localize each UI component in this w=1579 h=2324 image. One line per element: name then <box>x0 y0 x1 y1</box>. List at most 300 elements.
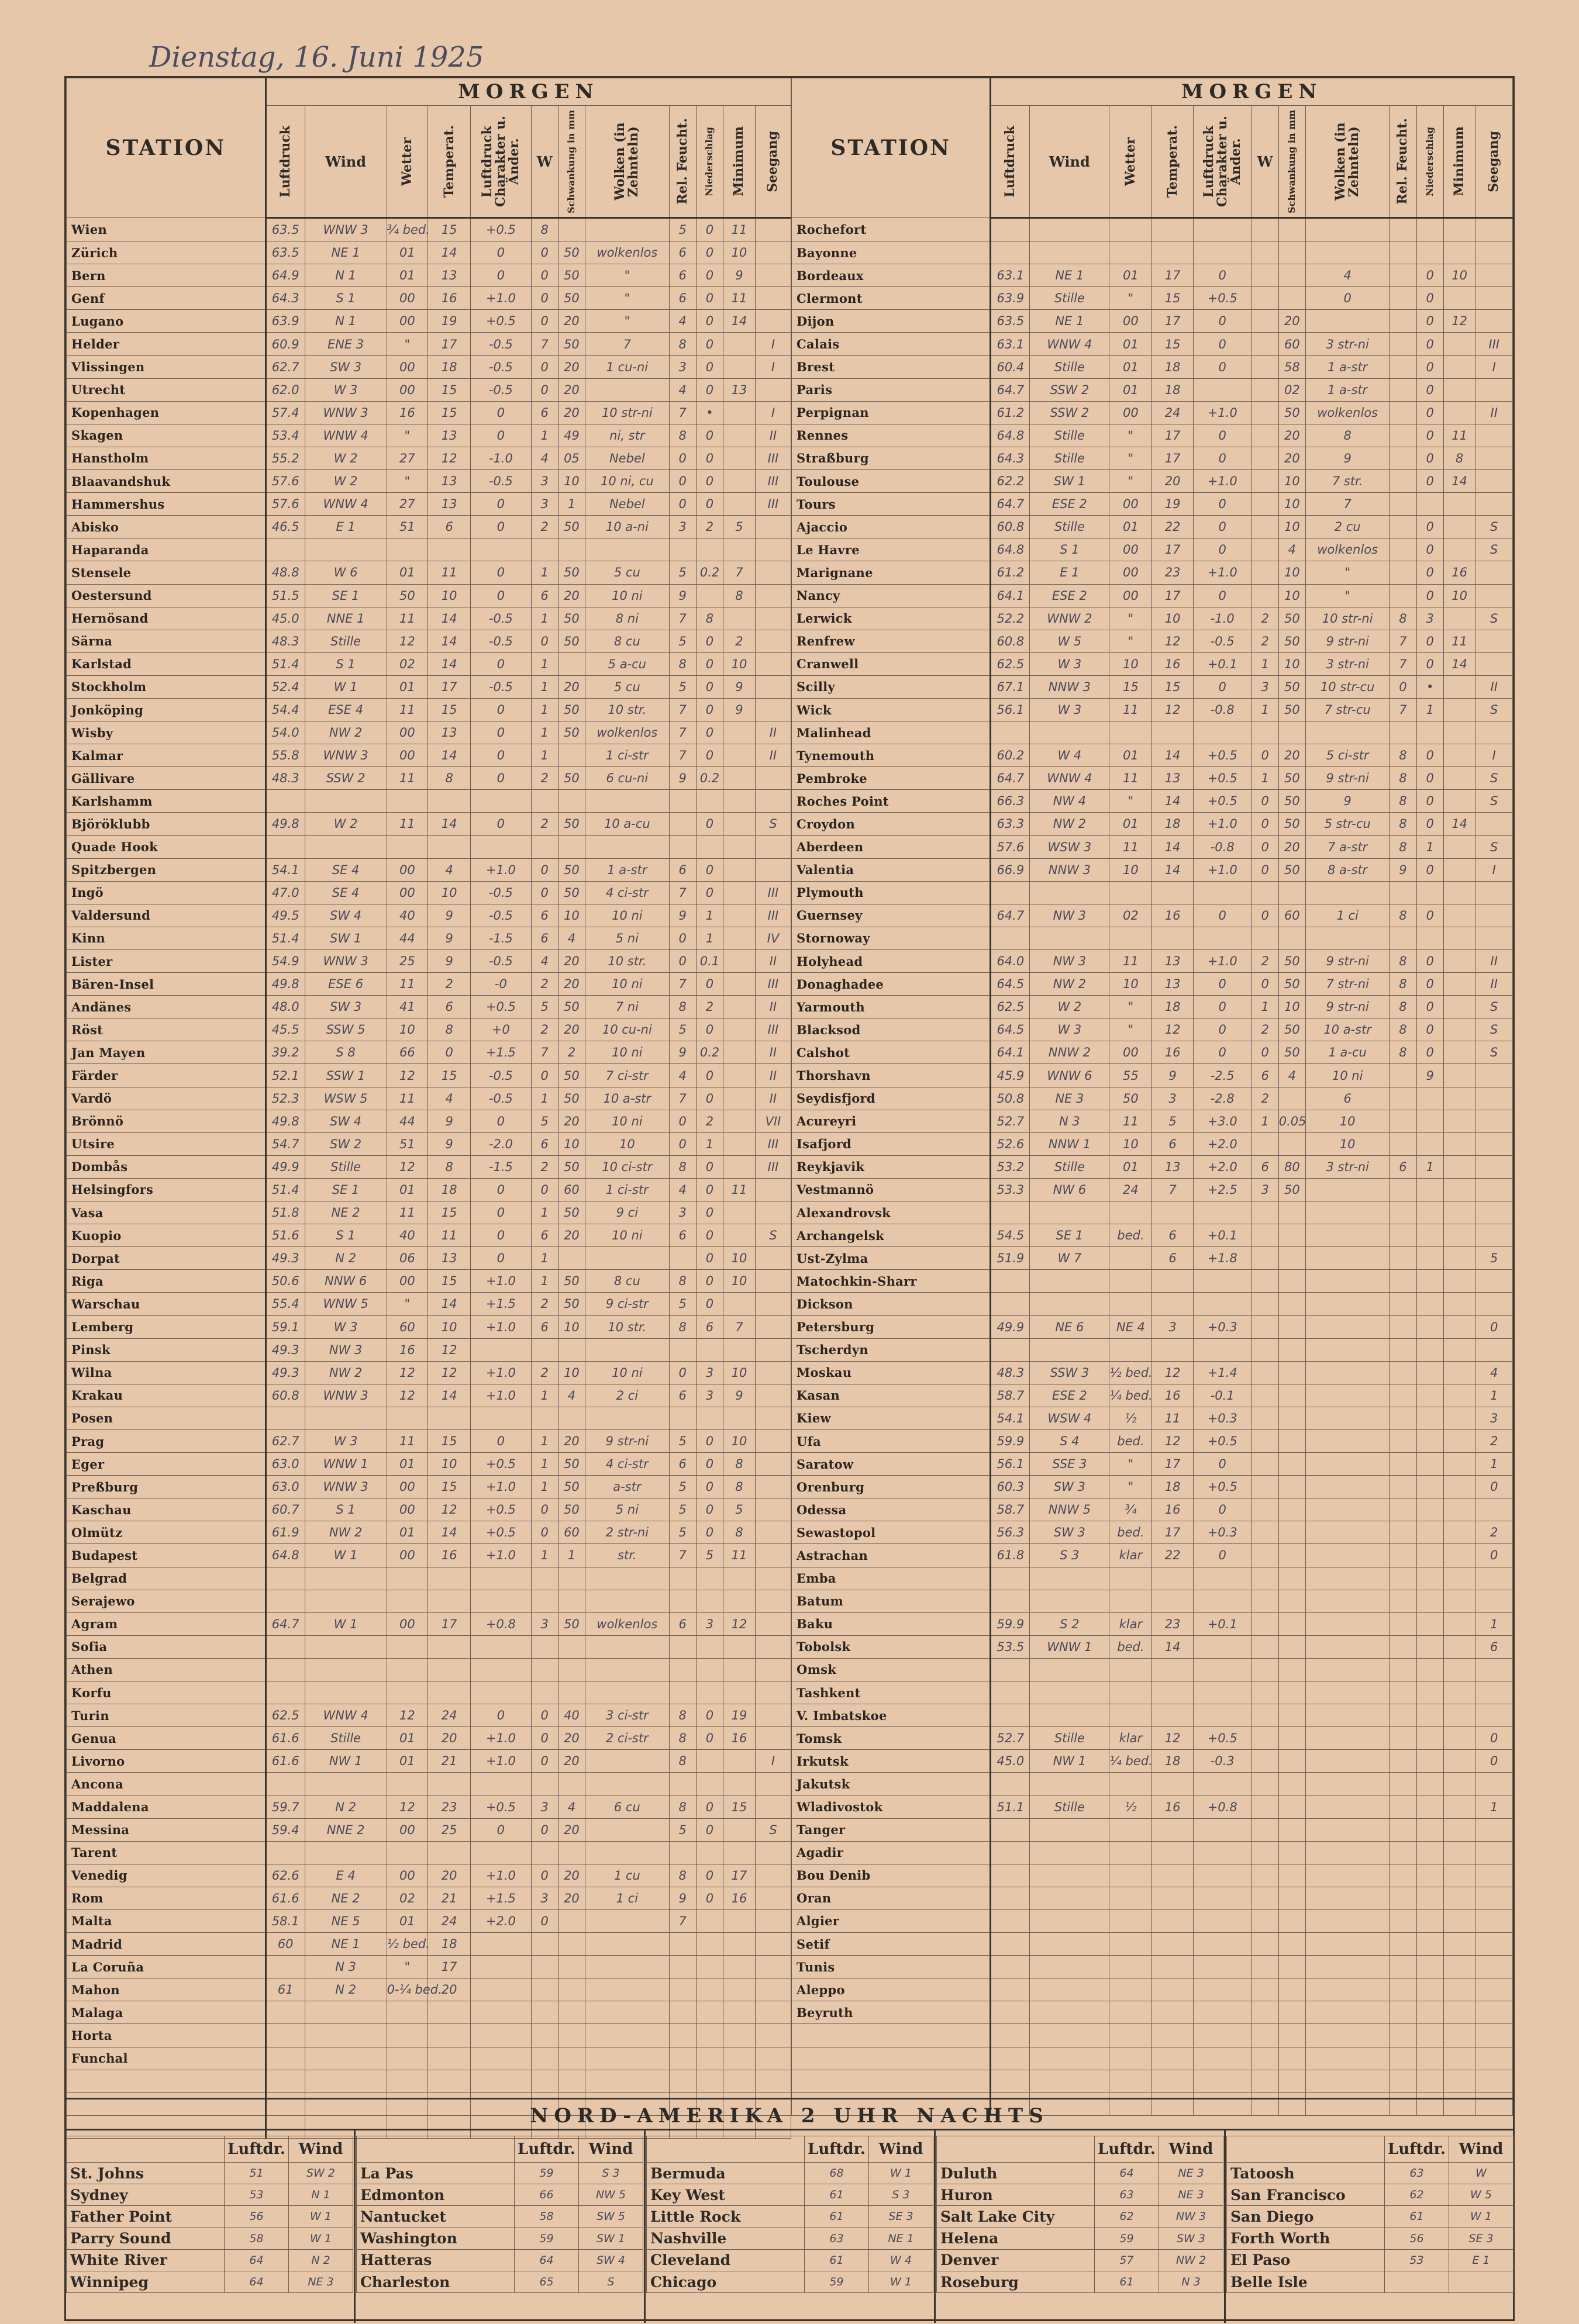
cell-wind: SSW 3 <box>1030 1361 1109 1384</box>
station-name: Bayonne <box>792 241 991 264</box>
cell-feucht: 7 <box>669 698 696 721</box>
cell-min: 19 <box>723 1704 756 1727</box>
cell-temp <box>428 2047 471 2070</box>
cell-see <box>1475 493 1513 516</box>
cell-schw: 50 <box>1278 1178 1305 1201</box>
station-name: Aleppo <box>792 1978 991 2001</box>
cell-min: 10 <box>723 1429 756 1452</box>
cell-wind: E 4 <box>305 1864 387 1887</box>
cell-wetter <box>1109 1933 1152 1956</box>
group-divider <box>934 2130 936 2323</box>
table-row <box>792 1476 1513 1498</box>
cell-feucht: 4 <box>669 1064 696 1087</box>
cell-temp: 13 <box>428 721 471 744</box>
table-row <box>792 1658 1513 1681</box>
cell-wolken <box>1305 1773 1389 1795</box>
cell-wind <box>1030 1773 1109 1795</box>
table-row <box>67 2271 353 2292</box>
cell-min <box>1443 355 1475 378</box>
cell-luftdruck: 56.1 <box>991 1453 1030 1476</box>
station-name: Haparanda <box>67 538 266 561</box>
station-name: Eger <box>67 1453 266 1476</box>
cell-nied: 0 <box>696 652 723 675</box>
cell-nied <box>1416 1110 1443 1132</box>
cell-feucht <box>669 1773 696 1795</box>
cell-feucht <box>1390 1087 1416 1110</box>
cell-luftdruck: 62.5 <box>991 996 1030 1018</box>
cell-schw: 50 <box>1278 1041 1305 1064</box>
cell-wetter: " <box>1109 447 1152 469</box>
station-name: Utsire <box>67 1132 266 1155</box>
cell-feucht <box>1390 1224 1416 1247</box>
cell-feucht: 6 <box>669 287 696 310</box>
cell-wind: NW 3 <box>1030 904 1109 927</box>
cell-temp <box>428 1681 471 1704</box>
cell-temp: 17 <box>1152 447 1194 469</box>
cell-temp: 12 <box>1152 1727 1194 1750</box>
cell-wetter: 00 <box>387 1544 428 1567</box>
table-row <box>1227 2271 1514 2292</box>
table-row <box>67 996 791 1018</box>
cell-min: 16 <box>723 1887 756 1909</box>
cell-char: +1.0 <box>471 1864 531 1887</box>
cell-luftdruck: 64.7 <box>991 767 1030 790</box>
cell-nied <box>1416 1453 1443 1476</box>
column-header-luftdruck: Luftdruck <box>991 106 1030 218</box>
cell-temp: 6 <box>1152 1224 1194 1247</box>
cell-wetter: bed. <box>1109 1521 1152 1544</box>
cell-wetter: 01 <box>1109 264 1152 287</box>
cell-temp: 15 <box>428 1476 471 1498</box>
cell-wolken: 2 ci <box>585 1384 670 1407</box>
table-row <box>67 1773 791 1795</box>
cell-wetter: 11 <box>387 813 428 835</box>
cell-see <box>1475 881 1513 904</box>
cell-min <box>1443 378 1475 401</box>
cell-see <box>1475 1064 1513 1087</box>
na-luftdr-header: Luftdr. <box>225 2136 289 2163</box>
station-name: Paris <box>792 378 991 401</box>
station-name: Tarent <box>67 1841 266 1864</box>
cell-w: 3 <box>531 470 558 493</box>
table-row <box>67 1338 791 1361</box>
cell-schw <box>1278 1224 1305 1247</box>
cell-nied <box>1416 1476 1443 1498</box>
station-name: Bern <box>67 264 266 287</box>
cell-min <box>723 1681 756 1704</box>
cell-wolken <box>1305 1795 1389 1818</box>
cell-feucht: 8 <box>669 1750 696 1773</box>
station-name: Rochefort <box>792 218 991 241</box>
cell-min: 11 <box>1443 424 1475 447</box>
cell-feucht <box>1390 241 1416 264</box>
cell-char: +1.0 <box>471 1315 531 1338</box>
cell-w: 1 <box>531 1544 558 1567</box>
cell-temp: 18 <box>428 1178 471 1201</box>
cell-see: III <box>755 447 791 469</box>
cell-nied: 0 <box>1416 287 1443 310</box>
cell-schw <box>558 1590 585 1612</box>
cell-w: 0 <box>531 881 558 904</box>
na-luftdr: 56 <box>225 2206 289 2228</box>
cell-nied: 0 <box>696 698 723 721</box>
cell-wetter: 10 <box>1109 1132 1152 1155</box>
cell-temp <box>1152 1864 1194 1887</box>
cell-wind: WNW 3 <box>305 950 387 973</box>
cell-wetter: 01 <box>1109 516 1152 538</box>
cell-min <box>1443 1658 1475 1681</box>
cell-luftdruck <box>266 1407 305 1429</box>
cell-min <box>1443 1361 1475 1384</box>
na-wind: W 1 <box>1449 2206 1514 2228</box>
cell-temp: 18 <box>1152 1476 1194 1498</box>
na-wind: E 1 <box>1449 2249 1514 2271</box>
cell-nied: 0 <box>1416 744 1443 767</box>
cell-see <box>1475 470 1513 493</box>
cell-feucht: 4 <box>669 310 696 333</box>
table-row <box>792 1727 1513 1750</box>
cell-temp: 8 <box>428 767 471 790</box>
na-luftdr-header: Luftdr. <box>805 2136 869 2163</box>
cell-wetter <box>1109 1681 1152 1704</box>
column-header-niederschlag: Niederschlag <box>696 106 723 218</box>
cell-nied: 0 <box>696 355 723 378</box>
cell-w <box>1252 927 1278 949</box>
cell-nied <box>1416 1567 1443 1590</box>
cell-luftdruck: 61.6 <box>266 1750 305 1773</box>
cell-char: +1.0 <box>471 1476 531 1498</box>
na-station-name: Helena <box>937 2228 1095 2249</box>
cell-schw <box>1278 1293 1305 1315</box>
cell-wolken <box>1305 1293 1389 1315</box>
cell-min <box>723 904 756 927</box>
cell-min <box>1443 1909 1475 1932</box>
cell-nied: 1 <box>1416 698 1443 721</box>
cell-nied <box>1416 1887 1443 1909</box>
cell-nied <box>696 2001 723 2024</box>
cell-char: +1.0 <box>471 1727 531 1750</box>
cell-char: -0.5 <box>471 881 531 904</box>
cell-wolken: 5 ci-str <box>1305 744 1389 767</box>
cell-w <box>1252 1224 1278 1247</box>
cell-char: -0.5 <box>471 630 531 652</box>
cell-luftdruck <box>266 835 305 858</box>
cell-feucht: 9 <box>669 904 696 927</box>
cell-feucht: 7 <box>669 1909 696 1932</box>
cell-wolken <box>585 218 670 241</box>
cell-nied <box>1416 1224 1443 1247</box>
column-header-rel-feucht: Rel. Feucht. <box>1390 106 1416 218</box>
cell-see <box>755 630 791 652</box>
cell-min: 5 <box>723 1498 756 1521</box>
cell-w: 3 <box>531 1612 558 1635</box>
cell-wetter: 24 <box>1109 1178 1152 1201</box>
cell-min <box>1443 1270 1475 1293</box>
cell-feucht <box>669 1338 696 1361</box>
cell-feucht: 6 <box>669 241 696 264</box>
cell-wind: W 1 <box>305 675 387 698</box>
station-name: Ajaccio <box>792 516 991 538</box>
station-name: Olmütz <box>67 1521 266 1544</box>
cell-feucht <box>1390 1933 1416 1956</box>
cell-schw: 50 <box>558 561 585 584</box>
cell-char <box>471 1956 531 1978</box>
cell-w <box>1252 1293 1278 1315</box>
column-header-minimum: Minimum <box>723 106 756 218</box>
table-row <box>792 1407 1513 1429</box>
cell-wind: WNW 5 <box>305 1293 387 1315</box>
cell-min <box>723 447 756 469</box>
cell-see <box>755 1795 791 1818</box>
cell-wind <box>1030 1681 1109 1704</box>
cell-luftdruck: 52.3 <box>266 1087 305 1110</box>
cell-schw: 10 <box>558 904 585 927</box>
cell-schw: 50 <box>558 333 585 355</box>
cell-nied <box>1416 241 1443 264</box>
cell-schw: 50 <box>558 630 585 652</box>
cell-temp <box>428 2070 471 2092</box>
cell-min <box>1443 1429 1475 1452</box>
cell-luftdruck: 45.5 <box>266 1018 305 1041</box>
cell-char: +1.0 <box>471 858 531 881</box>
cell-w <box>1252 1361 1278 1384</box>
table-row <box>67 698 791 721</box>
cell-luftdruck: 52.7 <box>991 1727 1030 1750</box>
cell-luftdruck: 50.8 <box>991 1087 1030 1110</box>
cell-wolken: 10 ni <box>585 1224 670 1247</box>
cell-min <box>723 2070 756 2092</box>
cell-w <box>1252 1658 1278 1681</box>
table-row <box>792 1110 1513 1132</box>
cell-wolken <box>1305 1818 1389 1841</box>
cell-min <box>723 1018 756 1041</box>
table-row <box>792 378 1513 401</box>
cell-see: S <box>1475 790 1513 813</box>
cell-luftdruck: 52.4 <box>266 675 305 698</box>
cell-char: +0 <box>471 1018 531 1041</box>
cell-feucht: 6 <box>669 1384 696 1407</box>
station-name: Stensele <box>67 561 266 584</box>
cell-temp <box>1152 1270 1194 1293</box>
cell-see <box>1475 1658 1513 1681</box>
cell-temp <box>1152 1978 1194 2001</box>
cell-min <box>1443 721 1475 744</box>
cell-luftdruck: 60.8 <box>991 630 1030 652</box>
station-name: Reykjavik <box>792 1155 991 1178</box>
cell-wetter: 01 <box>1109 333 1152 355</box>
cell-luftdruck <box>266 2024 305 2047</box>
cell-feucht <box>1390 1864 1416 1887</box>
table-row <box>67 378 791 401</box>
cell-see <box>755 2070 791 2092</box>
cell-char <box>471 1773 531 1795</box>
cell-temp <box>428 2024 471 2047</box>
station-name: Quade Hook <box>67 835 266 858</box>
cell-luftdruck: 52.2 <box>991 607 1030 630</box>
cell-nied: 0 <box>696 378 723 401</box>
cell-luftdruck: 49.9 <box>991 1315 1030 1338</box>
cell-temp: 15 <box>428 378 471 401</box>
cell-nied: 0 <box>1416 561 1443 584</box>
cell-char: 0 <box>471 401 531 424</box>
na-station-name: Sydney <box>67 2184 225 2206</box>
cell-feucht: 0 <box>1390 675 1416 698</box>
cell-w <box>531 1978 558 2001</box>
cell-see: S <box>755 813 791 835</box>
table-row <box>792 401 1513 424</box>
cell-w <box>1252 1201 1278 1224</box>
table-row <box>792 1247 1513 1270</box>
cell-char: +0.1 <box>1193 1612 1252 1635</box>
cell-min <box>723 1087 756 1110</box>
cell-see <box>755 1270 791 1293</box>
cell-schw: 50 <box>1278 858 1305 881</box>
cell-wind: N 1 <box>305 310 387 333</box>
cell-wolken: 0 <box>1305 287 1389 310</box>
cell-schw <box>1278 1544 1305 1567</box>
cell-wolken: wolkenlos <box>1305 401 1389 424</box>
cell-w: 0 <box>531 858 558 881</box>
cell-temp: 12 <box>428 1361 471 1384</box>
cell-temp: 18 <box>1152 996 1194 1018</box>
cell-nied <box>1416 1429 1443 1452</box>
cell-luftdruck <box>266 790 305 813</box>
cell-wolken <box>1305 1544 1389 1567</box>
cell-min <box>723 927 756 949</box>
cell-wetter: 00 <box>387 1818 428 1841</box>
cell-min <box>1443 1681 1475 1704</box>
cell-wolken: 10 <box>1305 1110 1389 1132</box>
table-row <box>792 1178 1513 1201</box>
cell-luftdruck: 59.9 <box>991 1612 1030 1635</box>
cell-min <box>1443 1201 1475 1224</box>
cell-luftdruck: 61.6 <box>266 1727 305 1750</box>
cell-see <box>755 2024 791 2047</box>
cell-feucht <box>669 1590 696 1612</box>
cell-temp <box>428 2001 471 2024</box>
na-station-name: Belle Isle <box>1227 2271 1385 2292</box>
cell-see <box>1475 1224 1513 1247</box>
table-row <box>792 744 1513 767</box>
na-wind: S 3 <box>869 2184 933 2206</box>
na-luftdr-header: Luftdr. <box>1385 2136 1449 2163</box>
station-name: Vasa <box>67 1201 266 1224</box>
cell-min: 11 <box>1443 630 1475 652</box>
cell-min: 8 <box>723 1453 756 1476</box>
table-row <box>792 493 1513 516</box>
cell-temp <box>1152 881 1194 904</box>
cell-nied: 0 <box>1416 996 1443 1018</box>
table-row <box>67 1407 791 1429</box>
cell-min <box>1443 1750 1475 1773</box>
station-name: Krakau <box>67 1384 266 1407</box>
cell-nied <box>696 584 723 607</box>
cell-schw: 10 <box>1278 652 1305 675</box>
cell-nied: 0 <box>696 675 723 698</box>
na-wind: W 1 <box>289 2206 353 2228</box>
cell-feucht: 3 <box>669 355 696 378</box>
table-row <box>792 1750 1513 1773</box>
cell-char: 0 <box>471 1178 531 1201</box>
table-row <box>67 1498 791 1521</box>
cell-char: 0 <box>1193 516 1252 538</box>
station-name: Särna <box>67 630 266 652</box>
cell-luftdruck: 53.4 <box>266 424 305 447</box>
cell-schw: 20 <box>558 401 585 424</box>
cell-schw: 10 <box>558 1315 585 1338</box>
cell-luftdruck <box>991 881 1030 904</box>
station-name: Belgrad <box>67 1567 266 1590</box>
cell-char <box>1193 1841 1252 1864</box>
cell-luftdruck <box>266 1773 305 1795</box>
cell-feucht <box>1390 1635 1416 1658</box>
station-name: Maddalena <box>67 1795 266 1818</box>
observations-table-left <box>66 78 791 2139</box>
cell-w: 0 <box>531 1727 558 1750</box>
cell-schw: 20 <box>558 1224 585 1247</box>
cell-temp <box>1152 1567 1194 1590</box>
station-name: Genf <box>67 287 266 310</box>
cell-min <box>1443 1956 1475 1978</box>
na-station-name: San Diego <box>1227 2206 1385 2228</box>
station-name: Dijon <box>792 310 991 333</box>
table-row <box>937 2206 1223 2228</box>
cell-wetter <box>1109 1704 1152 1727</box>
cell-see <box>1475 561 1513 584</box>
table-row <box>67 1201 791 1224</box>
cell-luftdruck: 64.1 <box>991 1041 1030 1064</box>
table-row <box>67 630 791 652</box>
cell-schw: 20 <box>558 1750 585 1773</box>
cell-wetter: 11 <box>387 973 428 996</box>
cell-luftdruck: 48.0 <box>266 996 305 1018</box>
cell-char: 0 <box>471 241 531 264</box>
cell-temp: 9 <box>428 1132 471 1155</box>
cell-w: 1 <box>531 1476 558 1498</box>
cell-min <box>1443 493 1475 516</box>
cell-wetter: 00 <box>1109 1041 1152 1064</box>
station-name: Isafjord <box>792 1132 991 1155</box>
cell-temp: 17 <box>1152 1453 1194 1476</box>
cell-temp: 15 <box>428 1429 471 1452</box>
cell-feucht: 8 <box>669 424 696 447</box>
table-row <box>1227 2163 1514 2184</box>
column-header-w: W <box>531 106 558 218</box>
cell-w: 0 <box>1252 858 1278 881</box>
cell-char: +1.0 <box>471 1384 531 1407</box>
table-row <box>792 904 1513 927</box>
cell-min <box>1443 1978 1475 2001</box>
cell-see: II <box>755 1064 791 1087</box>
cell-luftdruck <box>991 241 1030 264</box>
cell-wetter <box>1109 881 1152 904</box>
station-name: Tours <box>792 493 991 516</box>
cell-luftdruck: 63.5 <box>266 218 305 241</box>
table-row <box>67 264 791 287</box>
cell-min <box>723 835 756 858</box>
cell-w: 6 <box>531 1315 558 1338</box>
cell-see <box>755 1315 791 1338</box>
cell-wolken <box>1305 1658 1389 1681</box>
cell-w <box>1252 1315 1278 1338</box>
cell-feucht <box>669 538 696 561</box>
cell-see: S <box>1475 1018 1513 1041</box>
cell-temp: 13 <box>428 424 471 447</box>
cell-char <box>471 1635 531 1658</box>
cell-schw <box>558 1978 585 2001</box>
table-row <box>67 1635 791 1658</box>
cell-min <box>1443 973 1475 996</box>
